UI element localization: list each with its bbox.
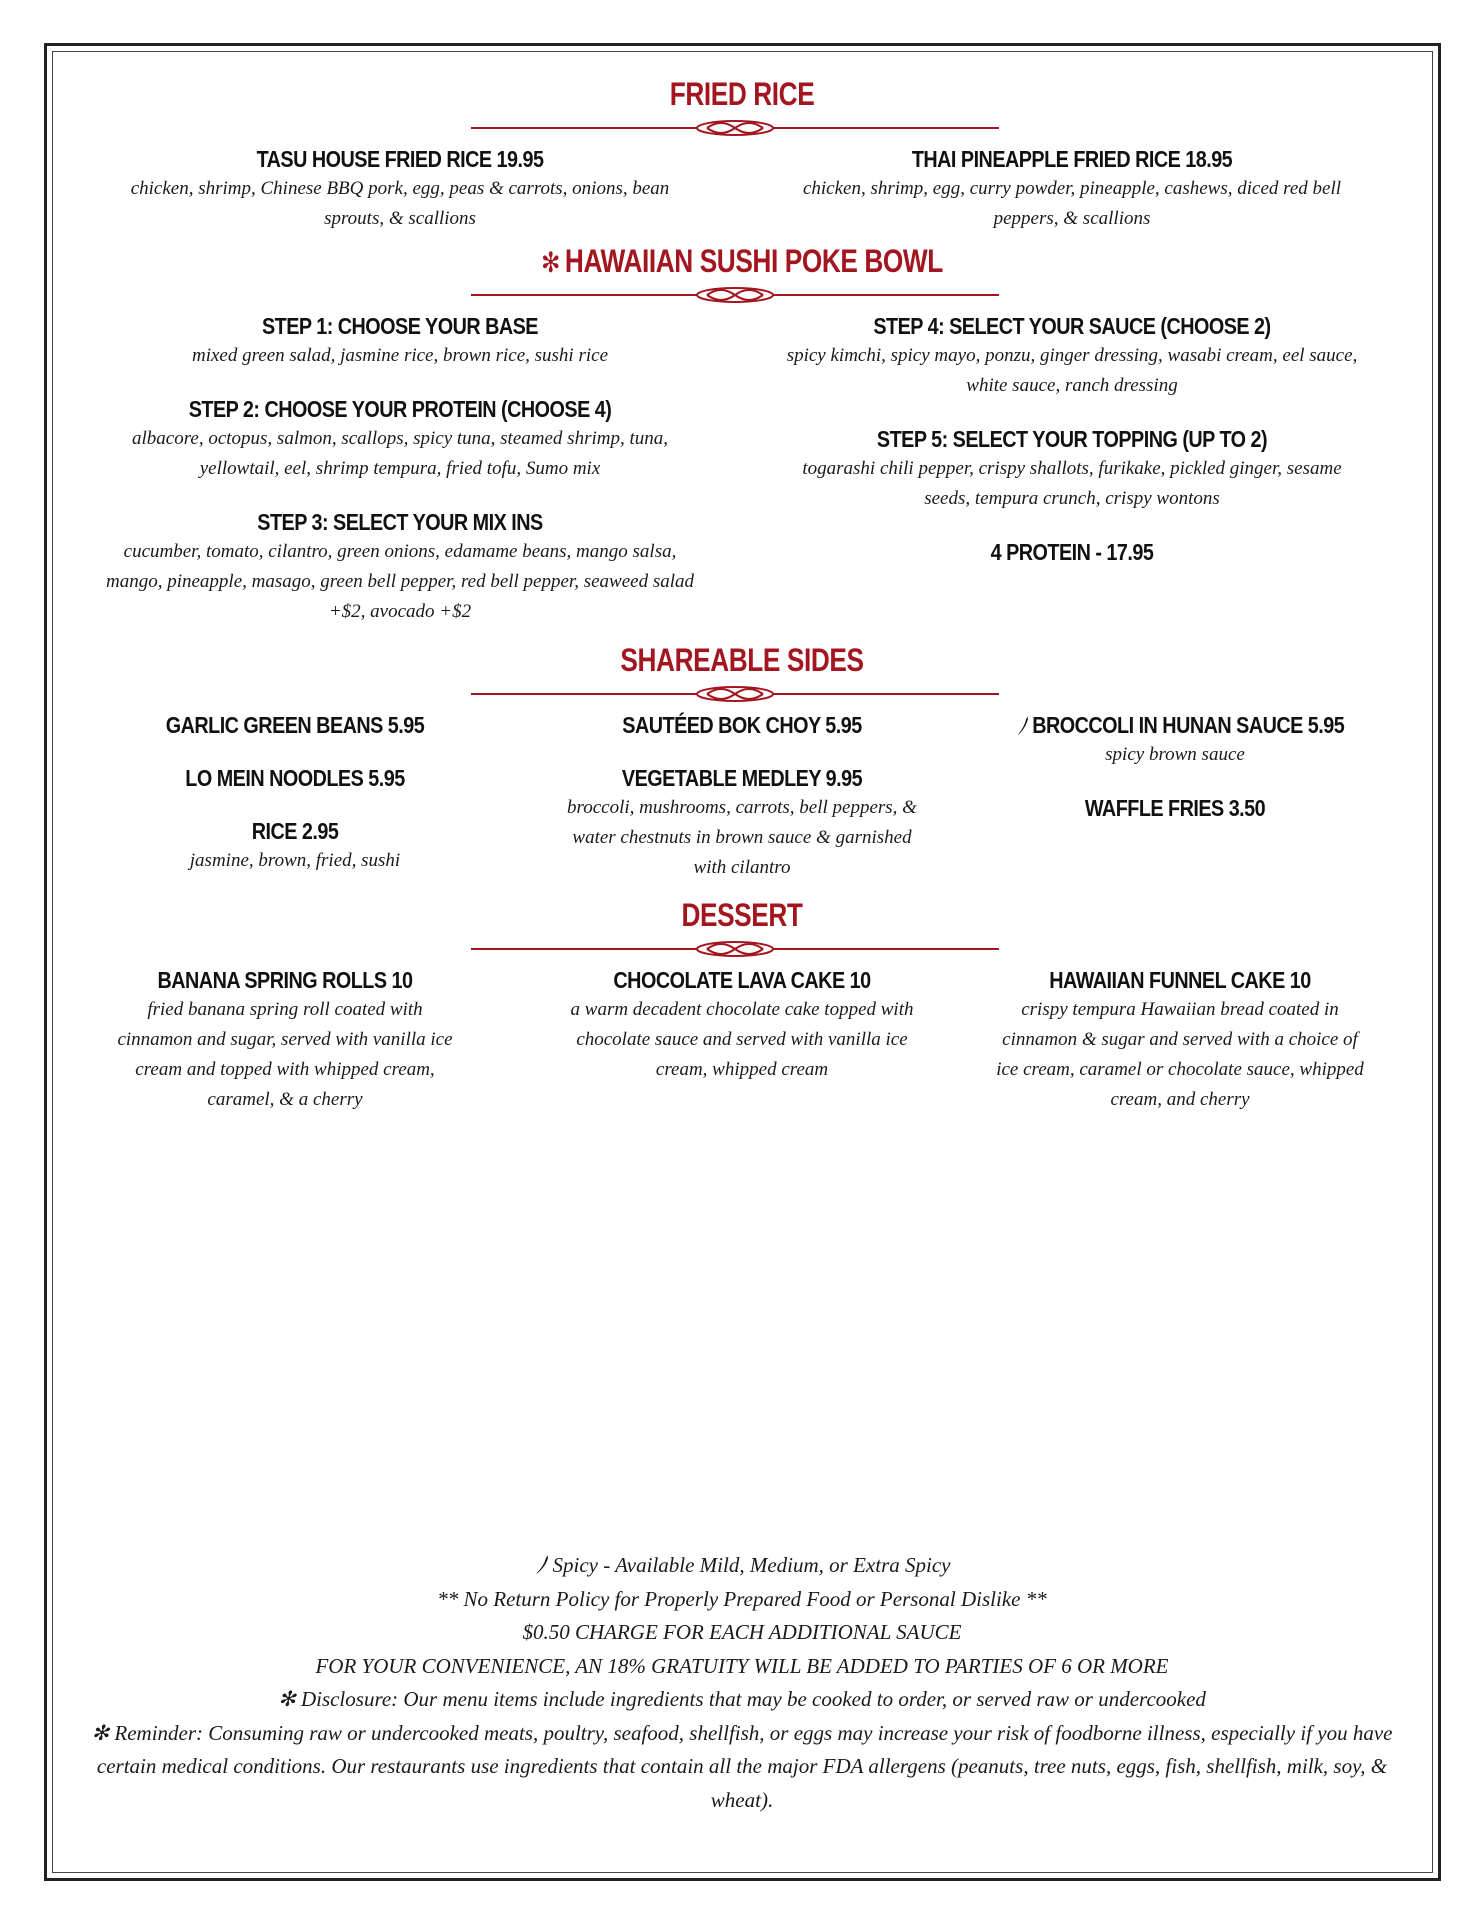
step-name: STEP 2: CHOOSE YOUR PROTEIN (CHOOSE 4) bbox=[188, 396, 612, 422]
chili-pepper-icon bbox=[1016, 714, 1030, 736]
reminder-note: ✻ Reminder: Consuming raw or undercooked meats, poultry, seafood, shellfish, or eggs may increase your risk of foodborne illness, especially if you have certain medical conditions. Our restaurants use ingredients that contain all the major FDA allergens (peanuts, tree nuts, eggs, fish, shellfish, milk, soy, & wheat). bbox=[91, 1720, 1393, 1812]
asterisk-icon: ✻ bbox=[541, 247, 560, 278]
spicy-note: Spicy - Available Mild, Medium, or Extra Spicy bbox=[70, 1549, 1414, 1583]
poke-step bbox=[110, 311, 690, 371]
item-description: a warm decadent chocolate cake topped with chocolate sauce and served with vanilla ice cream, whipped cream bbox=[570, 999, 914, 1080]
step-name: STEP 5: SELECT YOUR TOPPING (UP TO 2) bbox=[876, 426, 1268, 452]
item-name: TASU HOUSE FRIED RICE 19.95 bbox=[256, 146, 544, 172]
dessert-item bbox=[110, 965, 460, 1115]
flourish-icon bbox=[471, 938, 999, 960]
item-description: spicy brown sauce bbox=[1105, 744, 1245, 765]
no-return-note: ** No Return Policy for Properly Prepared Food or Personal Dislike ** bbox=[437, 1586, 1047, 1611]
footer-notes bbox=[70, 1549, 1414, 1817]
side-item bbox=[120, 763, 470, 793]
sides-title: SHAREABLE SIDES bbox=[620, 642, 864, 678]
side-item bbox=[990, 710, 1360, 770]
flourish-icon bbox=[471, 117, 999, 139]
dessert-title: DESSERT bbox=[681, 897, 803, 933]
poke-step bbox=[782, 424, 1362, 514]
dessert-item bbox=[990, 965, 1370, 1115]
step-description: albacore, octopus, salmon, scallops, spicy tuna, steamed shrimp, tuna, yellowtail, eel, shrimp tempura, fried tofu, Sumo mix bbox=[131, 428, 668, 479]
dessert-item bbox=[552, 965, 932, 1085]
item-name: THAI PINEAPPLE FRIED RICE 18.95 bbox=[911, 146, 1233, 172]
step-name: STEP 4: SELECT YOUR SAUCE (CHOOSE 2) bbox=[873, 313, 1271, 339]
menu-item bbox=[782, 144, 1362, 234]
item-name: VEGETABLE MEDLEY 9.95 bbox=[621, 765, 863, 791]
item-name: WAFFLE FRIES 3.50 bbox=[1084, 795, 1266, 821]
step-description: togarashi chili pepper, crispy shallots, furikake, pickled ginger, sesame seeds, tempura crunch, crispy wontons bbox=[802, 458, 1342, 509]
gratuity-note: FOR YOUR CONVENIENCE, AN 18% GRATUITY WILL BE ADDED TO PARTIES OF 6 OR MORE bbox=[315, 1653, 1169, 1678]
menu-item bbox=[110, 144, 690, 234]
item-description: crispy tempura Hawaiian bread coated in cinnamon & sugar and served with a choice of ice cream, caramel or chocolate sauce, whipped cream, and cherry bbox=[996, 999, 1364, 1110]
asterisk-icon: ✻ bbox=[278, 1687, 296, 1711]
side-item bbox=[560, 710, 924, 740]
item-name: GARLIC GREEN BEANS 5.95 bbox=[165, 712, 425, 738]
asterisk-icon: ✻ bbox=[91, 1720, 110, 1745]
item-description: broccoli, mushrooms, carrots, bell peppers, & water chestnuts in brown sauce & garnished with cilantro bbox=[567, 797, 917, 878]
poke-step bbox=[110, 394, 690, 484]
item-description: chicken, shrimp, Chinese BBQ pork, egg, peas & carrots, onions, bean sprouts, & scallions bbox=[130, 178, 670, 229]
item-description: jasmine, brown, fried, sushi bbox=[189, 850, 401, 871]
item-description: chicken, shrimp, egg, curry powder, pineapple, cashews, diced red bell peppers, & scallions bbox=[802, 178, 1342, 229]
item-name: CHOCOLATE LAVA CAKE 10 bbox=[613, 967, 871, 993]
poke-price bbox=[782, 537, 1362, 567]
flourish-icon bbox=[471, 284, 999, 306]
poke-step bbox=[105, 507, 695, 627]
item-name: SAUTÉED BOK CHOY 5.95 bbox=[622, 712, 862, 738]
side-item bbox=[555, 763, 929, 883]
step-name: STEP 3: SELECT YOUR MIX INS bbox=[257, 509, 543, 535]
item-name-spicy: BROCCOLI IN HUNAN SAUCE 5.95 bbox=[1016, 710, 1334, 740]
step-name: STEP 1: CHOOSE YOUR BASE bbox=[262, 313, 538, 339]
item-description: fried banana spring roll coated with cinnamon and sugar, served with vanilla ice cream and topped with whipped cream, caramel, & a cherry bbox=[117, 999, 453, 1110]
poke-step bbox=[782, 311, 1362, 401]
price-label: 4 PROTEIN - 17.95 bbox=[990, 539, 1154, 565]
side-item bbox=[120, 816, 470, 876]
side-item bbox=[120, 710, 470, 740]
step-description: cucumber, tomato, cilantro, green onions, edamame beans, mango salsa, mango, pineapple, masago, green bell pepper, red bell pepper, seaweed salad +$2, avocado +$2 bbox=[105, 541, 695, 622]
poke-bowl-title: ✻ HAWAIIAN SUSHI POKE BOWL bbox=[541, 243, 943, 279]
disclosure-note: ✻ Disclosure: Our menu items include ingredients that may be cooked to order, or served raw or undercooked bbox=[278, 1687, 1206, 1711]
chili-pepper-icon bbox=[534, 1553, 550, 1575]
step-description: mixed green salad, jasmine rice, brown rice, sushi rice bbox=[192, 345, 608, 366]
item-name: RICE 2.95 bbox=[251, 818, 339, 844]
fried-rice-title: FRIED RICE bbox=[669, 76, 815, 112]
item-name: BANANA SPRING ROLLS 10 bbox=[157, 967, 413, 993]
sauce-charge-note: $0.50 CHARGE FOR EACH ADDITIONAL SAUCE bbox=[522, 1620, 962, 1644]
side-item bbox=[990, 793, 1360, 823]
item-name: LO MEIN NOODLES 5.95 bbox=[185, 765, 405, 791]
step-description: spicy kimchi, spicy mayo, ponzu, ginger dressing, wasabi cream, eel sauce, white sauce, ranch dressing bbox=[786, 345, 1358, 396]
flourish-icon bbox=[471, 683, 999, 705]
item-name: HAWAIIAN FUNNEL CAKE 10 bbox=[1049, 967, 1311, 993]
